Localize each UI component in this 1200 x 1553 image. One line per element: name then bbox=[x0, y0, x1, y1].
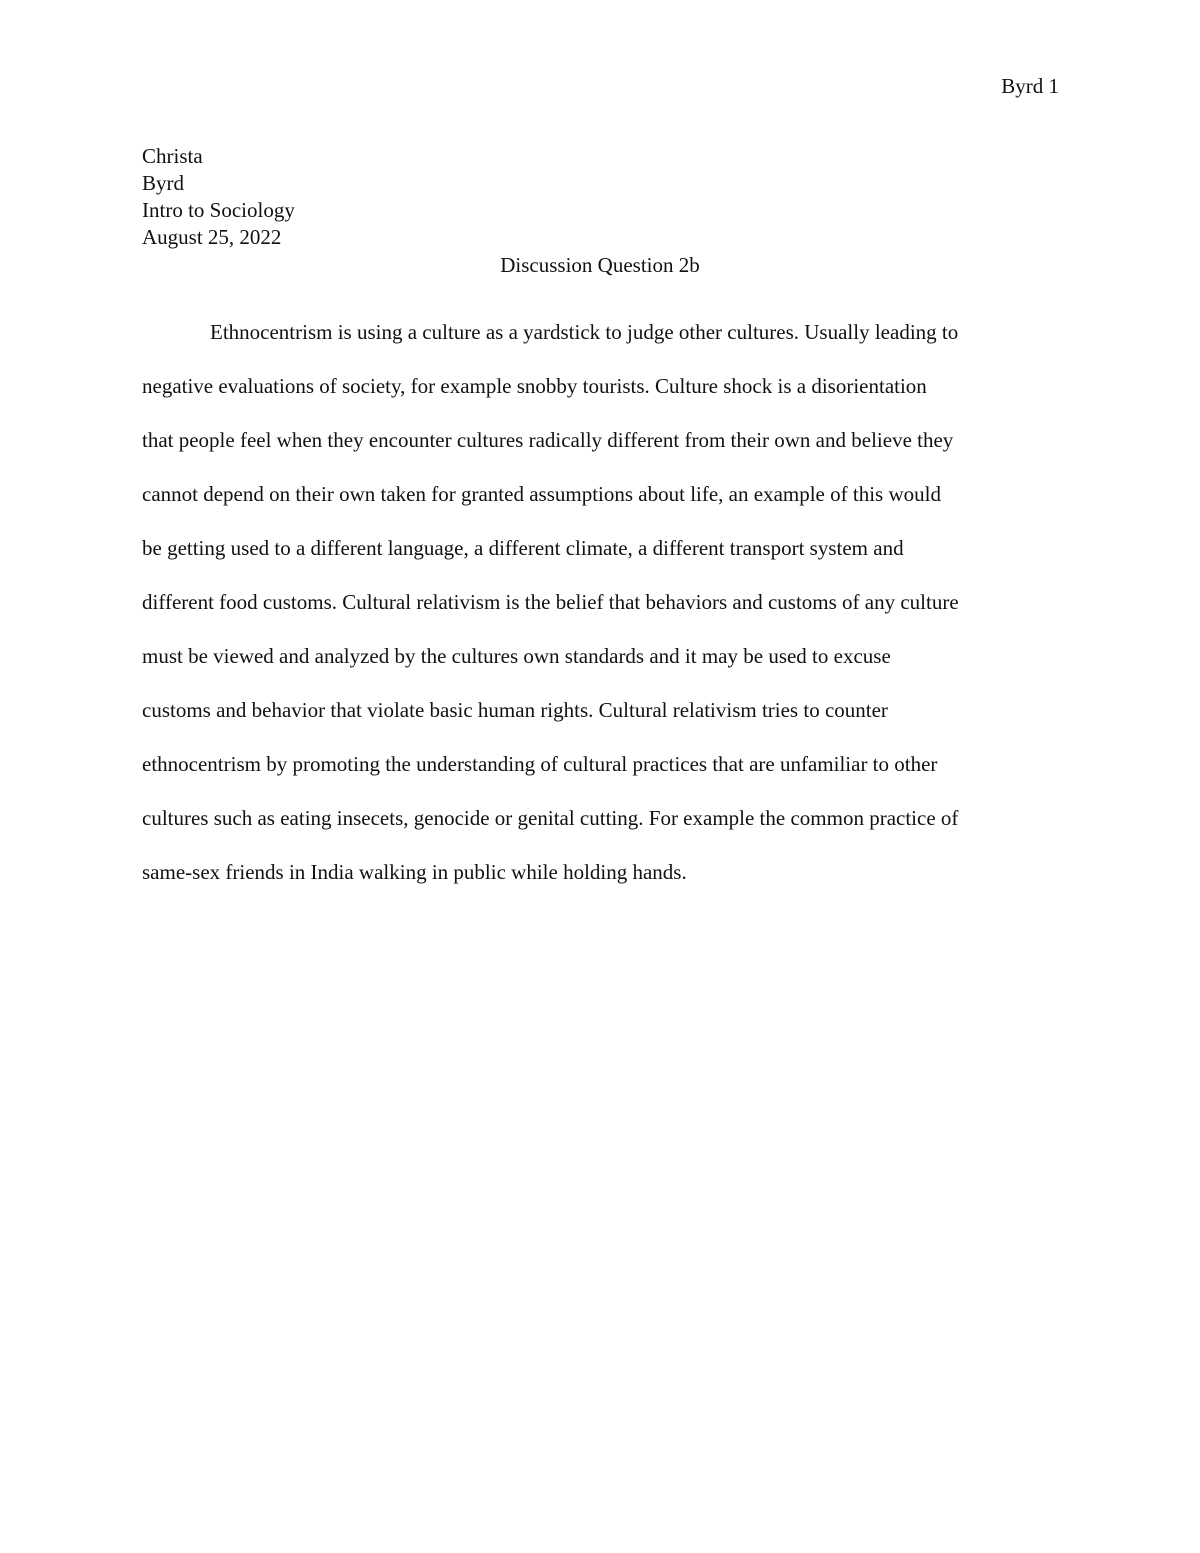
document-title: Discussion Question 2b bbox=[500, 253, 700, 277]
body-line: customs and behavior that violate basic human rights. Cultural relativism tries to counter bbox=[142, 698, 888, 722]
body-paragraph bbox=[142, 305, 1062, 899]
body-line: cannot depend on their own taken for granted assumptions about life, an example of this would bbox=[142, 482, 941, 506]
author-last-name: Byrd bbox=[142, 171, 184, 195]
body-line: be getting used to a different language, a different climate, a different transport system and bbox=[142, 536, 904, 560]
body-line: different food customs. Cultural relativism is the belief that behaviors and customs of any culture bbox=[142, 590, 959, 614]
body-line: cultures such as eating insecets, genocide or genital cutting. For example the common practice of bbox=[142, 806, 959, 830]
course-name: Intro to Sociology bbox=[142, 198, 295, 222]
body-line: Ethnocentrism is using a culture as a yardstick to judge other cultures. Usually leading to bbox=[210, 320, 959, 344]
heading-block bbox=[142, 143, 1058, 251]
body-line: same-sex friends in India walking in public while holding hands. bbox=[142, 860, 687, 884]
author-first-name: Christa bbox=[142, 144, 203, 168]
body-line: that people feel when they encounter cultures radically different from their own and believe they bbox=[142, 428, 954, 452]
body-line: negative evaluations of society, for example snobby tourists. Culture shock is a disorientation bbox=[142, 374, 927, 398]
body-line: must be viewed and analyzed by the cultures own standards and it may be used to excuse bbox=[142, 644, 891, 668]
running-head: Byrd 1 bbox=[1001, 74, 1059, 98]
body-line: ethnocentrism by promoting the understanding of cultural practices that are unfamiliar to other bbox=[142, 752, 938, 776]
document-date: August 25, 2022 bbox=[142, 225, 282, 249]
